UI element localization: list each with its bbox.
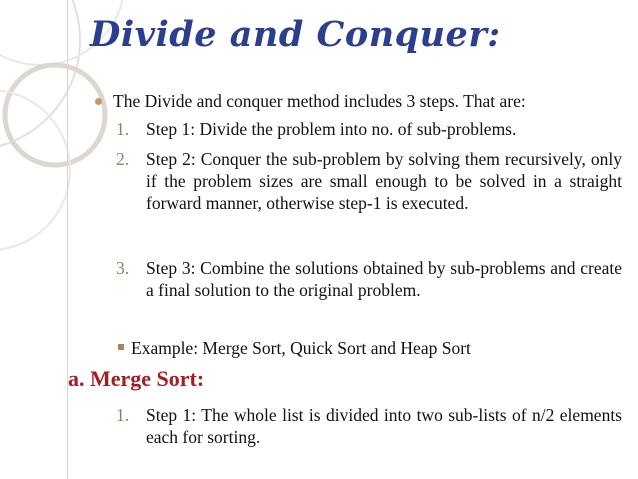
merge-step-1-number: 1. (116, 405, 130, 425)
intro-text: The Divide and conquer method includes 3 steps. That are: (113, 91, 526, 111)
step-3-number: 3. (116, 258, 130, 278)
step-3-text: Step 3: Combine the solutions obtained by sub-problems and create a final solution to the original problem. (146, 258, 622, 300)
square-bullet-icon (118, 344, 124, 350)
step-2-text: Step 2: Conquer the sub-problem by solving them recursively, only if the problem sizes are small enough to be solved in a straight forward manner, otherwise step-1 is executed. (146, 149, 622, 213)
bullet-icon (95, 98, 102, 105)
step-1-number: 1. (116, 119, 130, 139)
example-text: Example: Merge Sort, Quick Sort and Heap Sort (131, 338, 471, 358)
slide-divider-line (67, 0, 68, 479)
step-2-number: 2. (116, 149, 130, 169)
merge-step-1-text: Step 1: The whole list is divided into two sub-lists of n/2 elements each for sorting. (146, 405, 622, 447)
slide-title: Divide and Conquer: (90, 14, 501, 55)
merge-sort-heading: a. Merge Sort: (68, 366, 205, 391)
step-1-text: Step 1: Divide the problem into no. of sub-problems. (146, 119, 517, 139)
